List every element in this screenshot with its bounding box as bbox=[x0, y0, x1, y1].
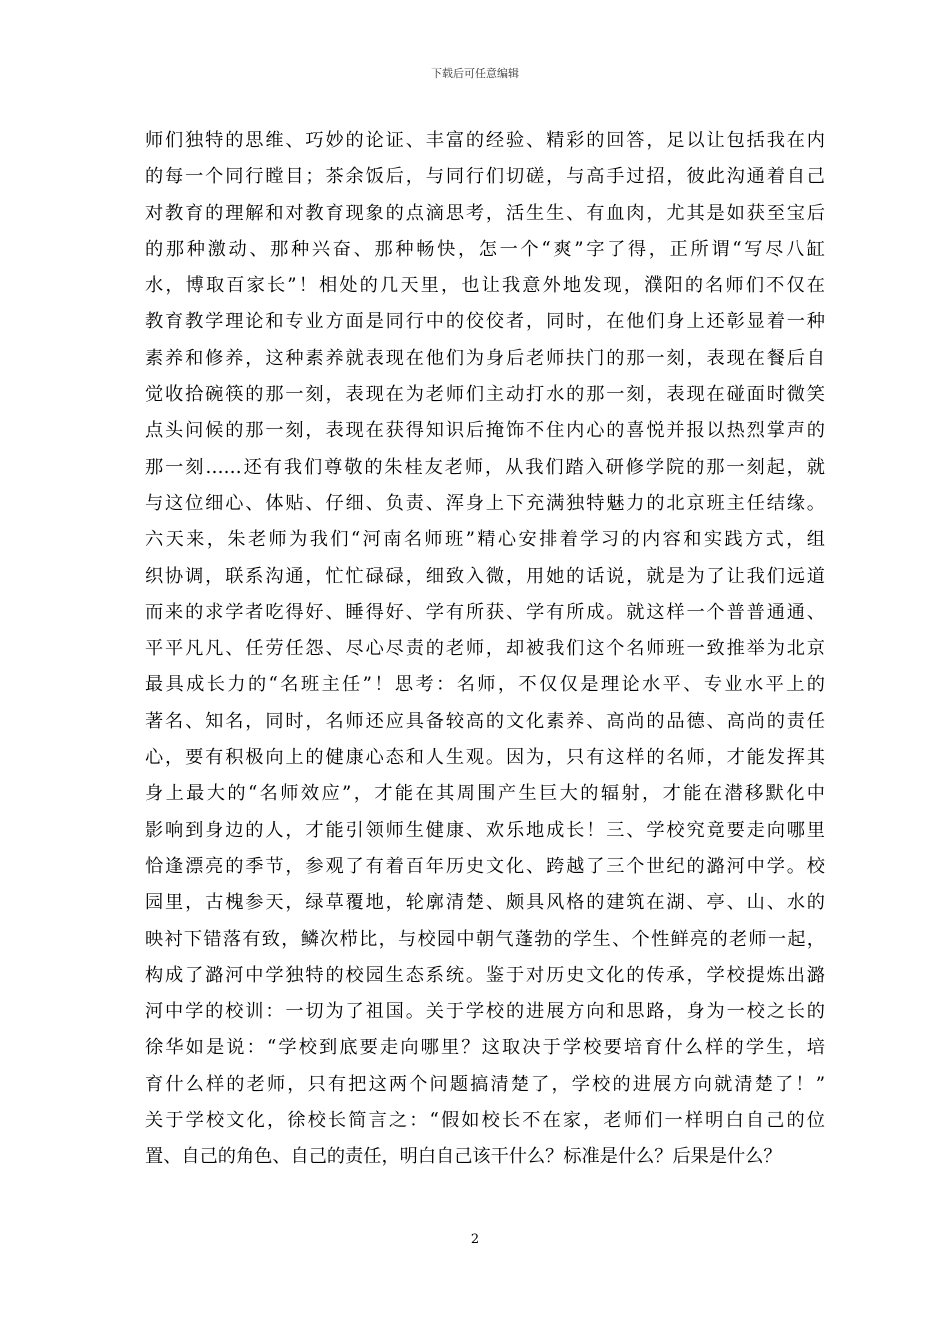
text-line: 织协调，联系沟通，忙忙碌碌，细致入微，用她的话说，就是为了让我们远道 bbox=[145, 565, 825, 587]
text-line: 心，要有积极向上的健康心态和人生观。因为，只有这样的名师，才能发挥其 bbox=[145, 747, 825, 769]
text-line: 育什么样的老师，只有把这两个问题搞清楚了，学校的进展方向就清楚了！” bbox=[145, 1073, 825, 1095]
text-line: 关于学校文化，徐校长简言之：“假如校长不在家，老师们一样明白自己的位 bbox=[145, 1110, 825, 1132]
text-line: 水，博取百家长”！相处的几天里，也让我意外地发现，濮阳的名师们不仅在 bbox=[145, 275, 825, 297]
text-line: 教育教学理论和专业方面是同行中的佼佼者，同时，在他们身上还彰显着一种 bbox=[145, 311, 825, 333]
text-line: 著名、知名，同时，名师还应具备较高的文化素养、高尚的品德、高尚的责任 bbox=[145, 710, 825, 732]
text-line: 那一刻……还有我们尊敬的朱桂友老师，从我们踏入研修学院的那一刻起，就 bbox=[145, 456, 825, 478]
page-header: 下载后可任意编辑 bbox=[431, 67, 519, 80]
text-line: 园里，古槐参天，绿草覆地，轮廓清楚、颇具风格的建筑在湖、亭、山、水的 bbox=[145, 892, 825, 914]
text-line: 置、自己的角色、自己的责任，明白自己该干什么？标准是什么？后果是什么？ bbox=[145, 1146, 782, 1168]
text-line: 点头问候的那一刻，表现在获得知识后掩饰不住内心的喜悦并报以热烈掌声的 bbox=[145, 420, 825, 442]
text-line: 影响到身边的人，才能引领师生健康、欢乐地成长！三、学校究竟要走向哪里 bbox=[145, 819, 825, 841]
text-line: 身上最大的“名师效应”，才能在其周围产生巨大的辐射，才能在潜移默化中 bbox=[145, 783, 825, 805]
page-number: 2 bbox=[470, 1232, 480, 1247]
text-line: 觉收拾碗筷的那一刻，表现在为老师们主动打水的那一刻，表现在碰面时微笑 bbox=[145, 384, 825, 406]
text-line: 师们独特的思维、巧妙的论证、丰富的经验、精彩的回答，足以让包括我在内 bbox=[145, 130, 825, 151]
text-line: 徐华如是说：“学校到底要走向哪里？这取决于学校要培育什么样的学生，培 bbox=[145, 1037, 825, 1059]
text-line: 与这位细心、体贴、仔细、负责、浑身上下充满独特魅力的北京班主任结缘。 bbox=[145, 492, 825, 514]
text-line: 映衬下错落有致，鳞次栉比，与校园中朝气蓬勃的学生、个性鲜亮的老师一起， bbox=[145, 928, 825, 950]
text-line: 最具成长力的“名班主任”！思考：名师，不仅仅是理论水平、专业水平上的 bbox=[145, 674, 825, 696]
text-line: 而来的求学者吃得好、睡得好、学有所获、学有所成。就这样一个普普通通、 bbox=[145, 601, 825, 623]
text-line: 恰逢漂亮的季节，参观了有着百年历史文化、跨越了三个世纪的潞河中学。校 bbox=[145, 855, 825, 877]
text-line: 的那种激动、那种兴奋、那种畅快，怎一个“爽”字了得，正所谓“写尽八缸 bbox=[145, 238, 825, 260]
text-line: 构成了潞河中学独特的校园生态系统。鉴于对历史文化的传承，学校提炼出潞 bbox=[145, 964, 825, 986]
text-line: 平平凡凡、任劳任怨、尽心尽责的老师，却被我们这个名师班一致推举为北京 bbox=[145, 638, 825, 660]
text-line: 河中学的校训：一切为了祖国。关于学校的进展方向和思路，身为一校之长的 bbox=[145, 1001, 825, 1023]
text-line: 六天来，朱老师为我们“河南名师班”精心安排着学习的内容和实践方式，组 bbox=[145, 529, 825, 551]
text-line: 的每一个同行瞠目；茶余饭后，与同行们切磋，与高手过招，彼此沟通着自己 bbox=[145, 166, 825, 188]
text-line: 素养和修养，这种素养就表现在他们为身后老师扶门的那一刻，表现在餐后自 bbox=[145, 347, 825, 369]
text-line: 对教育的理解和对教育现象的点滴思考，活生生、有血肉，尤其是如获至宝后 bbox=[145, 202, 825, 224]
body-text bbox=[145, 123, 825, 1176]
